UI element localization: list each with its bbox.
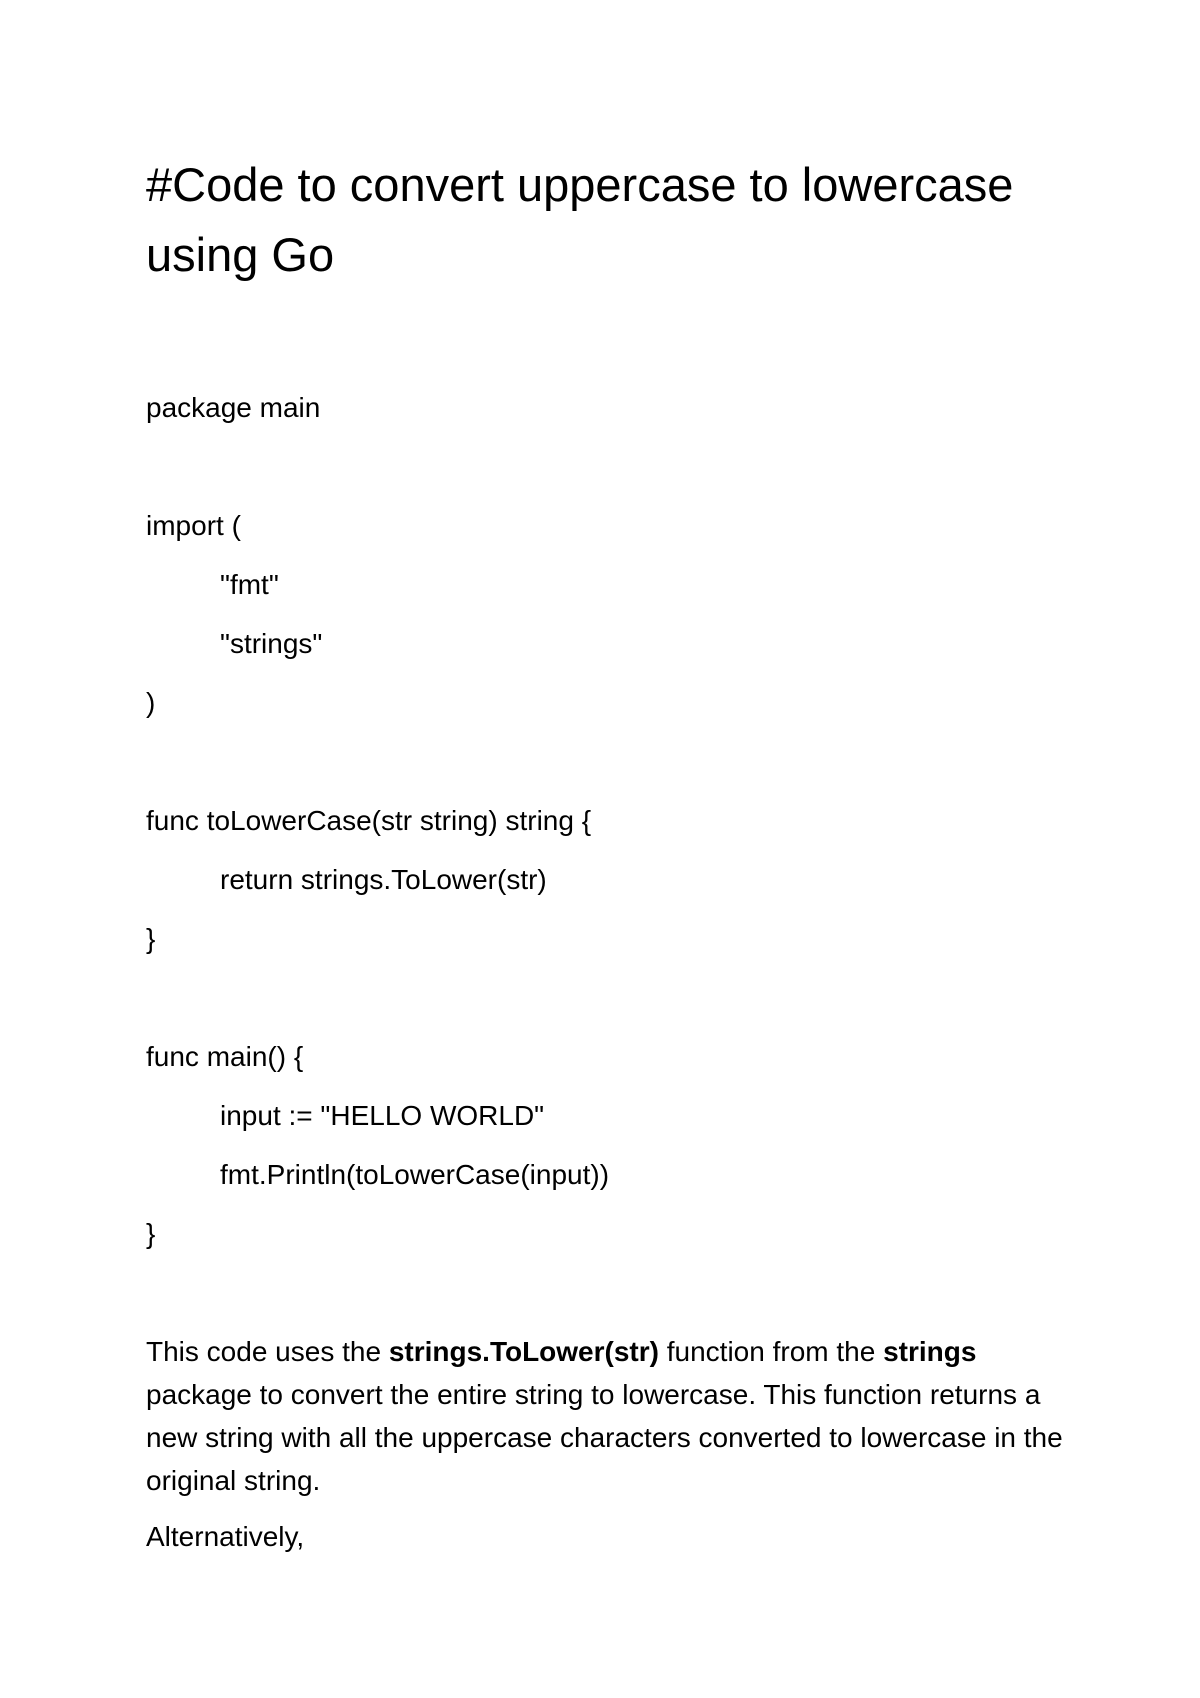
code-func-main-close: } (146, 1218, 156, 1249)
code-func-lower-body: return strings.ToLower(str) (220, 864, 547, 895)
document-title: #Code to convert uppercase to lowercase using Go (146, 158, 1014, 281)
alternatively-paragraph: Alternatively, (146, 1521, 305, 1552)
code-func-main-signature: func main() { (146, 1041, 304, 1072)
explanation-text-2: function from the (658, 1336, 884, 1367)
code-func-lower-close: } (146, 923, 156, 954)
code-package-line: package main (146, 392, 321, 423)
explanation-bold-function: strings.ToLower(str) (388, 1336, 659, 1367)
explanation-text-1: This code uses the (146, 1336, 389, 1367)
code-main-input: input := "HELLO WORLD" (220, 1100, 545, 1131)
code-func-lower-signature: func toLowerCase(str string) string { (146, 805, 592, 836)
code-import-fmt: "fmt" (220, 569, 279, 600)
code-import-open: import ( (146, 510, 241, 541)
explanation-bold-package: strings (883, 1336, 977, 1367)
explanation-text-3: package to convert the entire string to lowercase. This function returns a new string with all the uppercase characters converted to lowercase in the original string. (146, 1379, 1063, 1496)
code-import-strings: "strings" (220, 628, 323, 659)
explanation-paragraph (146, 1330, 1066, 1502)
code-import-close: ) (146, 687, 156, 718)
code-main-print: fmt.Println(toLowerCase(input)) (220, 1159, 610, 1190)
